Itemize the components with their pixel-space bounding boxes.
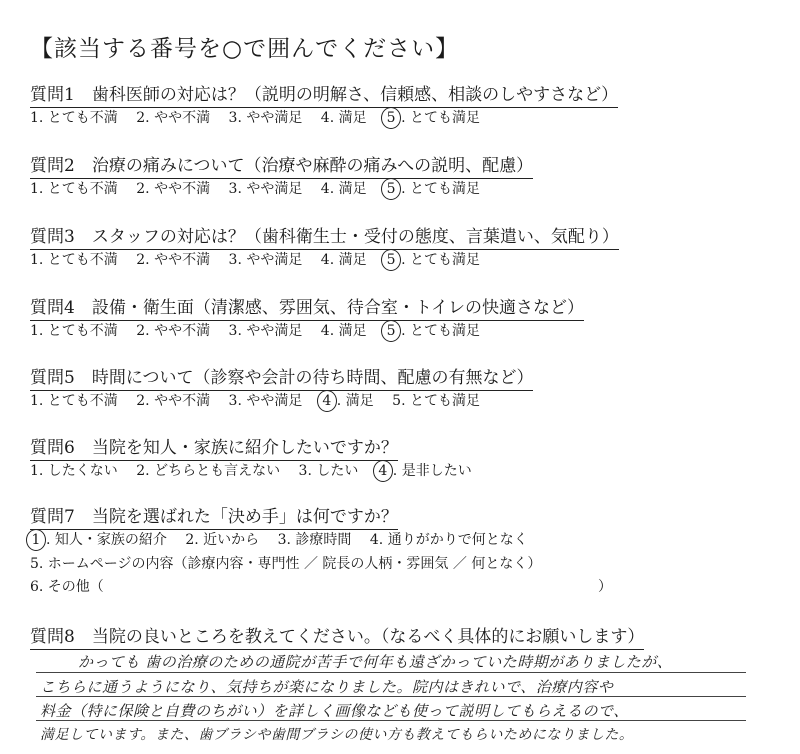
question-3-options — [30, 249, 494, 271]
q2-option-4[interactable]: 4. 満足 — [320, 181, 367, 197]
q7-option-1-circled[interactable]: 1 . 知人・家族の紹介 — [30, 529, 167, 551]
question-6-options — [30, 460, 486, 482]
question-6-title: 質問6 当院を知人・家族に紹介したいですか？ — [30, 433, 398, 461]
q2-option-2[interactable]: 2. やや不満 — [136, 181, 211, 197]
question-1-title: 質問1 歯科医師の対応は？（説明の明解さ、信頼感、相談のしやすさなど） — [30, 80, 618, 108]
answer-line — [36, 672, 746, 673]
q4-option-5-circled[interactable]: 5 . とても満足 — [385, 320, 480, 342]
q7-option-3[interactable]: 3. 診療時間 — [277, 532, 352, 548]
q1-option-1[interactable]: 1. とても不満 — [30, 110, 118, 126]
question-2-title: 質問2 治療の痛みについて（治療や麻酔の痛みへの説明、配慮） — [30, 151, 533, 179]
q1-option-5-circled[interactable]: 5 . とても満足 — [385, 107, 480, 129]
q5-option-2[interactable]: 2. やや不満 — [136, 393, 211, 409]
q6-option-4-circled[interactable]: 4 . 是非したい — [377, 460, 472, 482]
q4-option-1[interactable]: 1. とても不満 — [30, 323, 118, 339]
q3-option-5-circled[interactable]: 5 . とても満足 — [385, 249, 480, 271]
q1-option-4[interactable]: 4. 満足 — [320, 110, 367, 126]
q3-option-4[interactable]: 4. 満足 — [320, 252, 367, 268]
q7-option-5[interactable]: 5. ホームページの内容（診療内容・専門性 ／ 院長の人柄・雰囲気 ／ 何となく） — [30, 556, 542, 572]
q2-option-1[interactable]: 1. とても不満 — [30, 181, 118, 197]
q4-option-3[interactable]: 3. やや満足 — [228, 323, 303, 339]
handwritten-answer-line-4: 満足しています。また、歯ブラシや歯間ブラシの使い方も教えてもらいためになりました。 — [40, 727, 634, 743]
question-4-title: 質問4 設備・衛生面（清潔感、雰囲気、待合室・トイレの快適さなど） — [30, 293, 584, 321]
q3-option-2[interactable]: 2. やや不満 — [136, 252, 211, 268]
q1-option-2[interactable]: 2. やや不満 — [136, 110, 211, 126]
q1-option-3[interactable]: 3. やや満足 — [228, 110, 303, 126]
question-3-title: 質問3 スタッフの対応は？（歯科衛生士・受付の態度、言葉遣い、気配り） — [30, 222, 619, 250]
q4-option-2[interactable]: 2. やや不満 — [136, 323, 211, 339]
q4-option-4[interactable]: 4. 満足 — [320, 323, 367, 339]
q5-option-1[interactable]: 1. とても不満 — [30, 393, 118, 409]
handwritten-answer-line-3: 料金（特に保険と自費のちがい）を詳しく画像なども使って説明してもらえるので、 — [40, 702, 629, 720]
q3-option-3[interactable]: 3. やや満足 — [228, 252, 303, 268]
question-5-options — [30, 390, 494, 412]
q7-option-2[interactable]: 2. 近いから — [185, 532, 260, 548]
q6-option-1[interactable]: 1. したくない — [30, 463, 118, 479]
q5-option-5[interactable]: 5. とても満足 — [392, 393, 480, 409]
q7-option-4[interactable]: 4. 通りがかりで何となく — [369, 532, 528, 548]
handwritten-answer-line-2: こちらに通うようになり、気持ちが楽になりました。院内はきれいで、治療内容や — [40, 678, 614, 696]
q7-option-6-close: ） — [598, 579, 612, 595]
handwritten-answer-line-1: かっても 歯の治療のための通院が苦手で何年も遠ざかっていた時期がありましたが、 — [78, 653, 673, 671]
question-2-options — [30, 178, 494, 200]
q5-option-3[interactable]: 3. やや満足 — [228, 393, 303, 409]
q3-option-1[interactable]: 1. とても不満 — [30, 252, 118, 268]
question-5-title: 質問5 時間について（診察や会計の待ち時間、配慮の有無など） — [30, 363, 533, 391]
question-1-options — [30, 107, 494, 129]
q6-option-3[interactable]: 3. したい — [298, 463, 359, 479]
question-4-options — [30, 320, 494, 342]
q5-option-4-circled[interactable]: 4 . 満足 — [321, 390, 374, 412]
page-title: 【該当する番号を○で囲んでください】 — [30, 36, 460, 62]
q2-option-5-circled[interactable]: 5 . とても満足 — [385, 178, 480, 200]
question-7-options-row1 — [30, 529, 542, 551]
q6-option-2[interactable]: 2. どちらとも言えない — [136, 463, 281, 479]
question-8-title: 質問8 当院の良いところを教えてください。（なるべく具体的にお願いします） — [30, 622, 644, 650]
q2-option-3[interactable]: 3. やや満足 — [228, 181, 303, 197]
q7-option-6-label[interactable]: 6. その他（ — [30, 579, 104, 595]
question-7-title: 質問7 当院を選ばれた「決め手」は何ですか？ — [30, 502, 398, 530]
